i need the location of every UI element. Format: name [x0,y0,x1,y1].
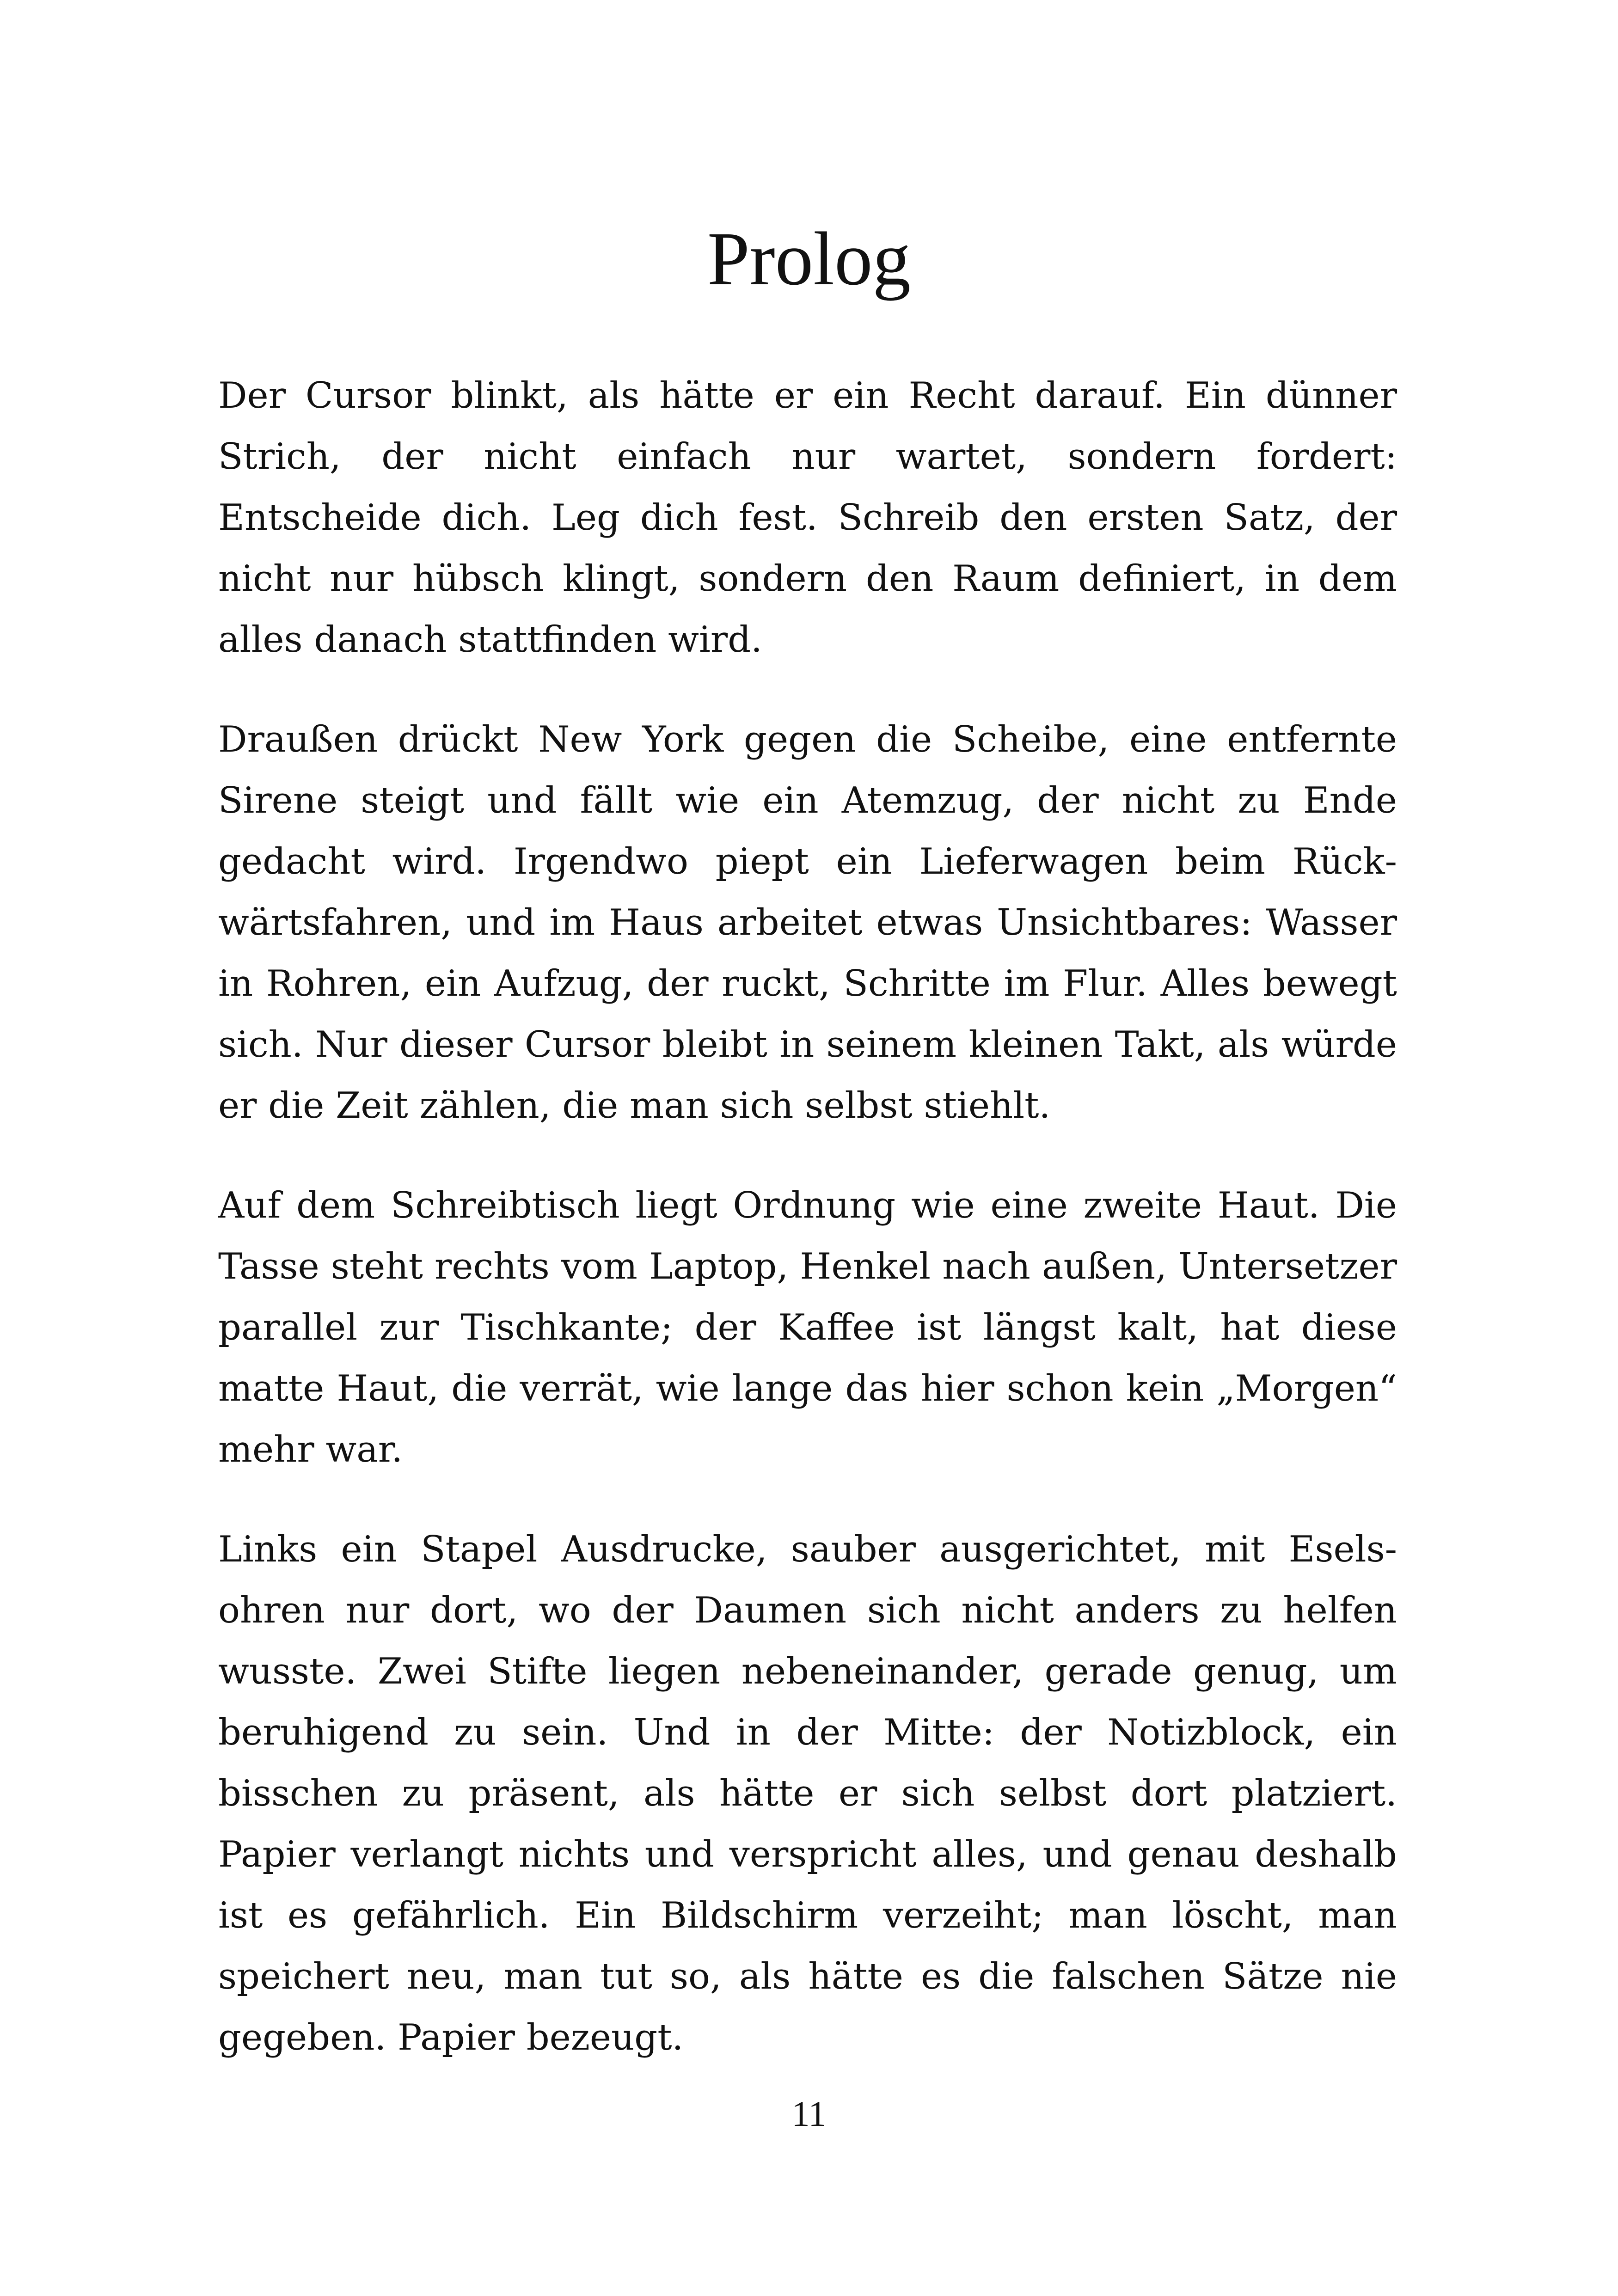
paragraph: Auf dem Schreibtisch liegt Ordnung wie eine zweite Haut. Die Tasse steht rechts vom Laptop, Henkel nach außen, Untersetzer parallel zur Tischkante; der Kaffee ist längst kalt, hat diese matte Haut, die verrät, wie lange das hier schon kein „Morgen“ mehr war. [218,1185,1397,1470]
page-number: 11 [791,2094,827,2134]
paragraph: Links ein Stapel Ausdrucke, sauber ausgerichtet, mit Eselsohren nur dort, wo der Daumen sich nicht anders zu helfen wusste. Zwei Stifte liegen nebeneinander, gerade genug, um beruhigend zu sein. Und in der Mitte: der Notizblock, ein bisschen zu präsent, als hätte er sich selbst dort platziert. Papier verlangt nichts und verspricht alles, und genau deshalb ist es gefährlich. Ein Bildschirm verzeiht; man löscht, man speichert neu, man tut so, als hätte es die falschen Sätze nie gegeben. Papier bezeugt. [218,1529,1397,2058]
chapter-body [218,365,1397,2107]
paragraph: Draußen drückt New York gegen die Scheibe, eine entfernte Sirene steigt und fällt wie ein Atemzug, der nicht zu Ende gedacht wird. Irgendwo piept ein Lieferwagen beim Rückwärtsfahren, und im Haus arbeitet etwas Unsichtbares: Wasser in Rohren, ein Aufzug, der ruckt, Schritte im Flur. Alles bewegt sich. Nur dieser Cursor bleibt in seinem kleinen Takt, als würde er die Zeit zählen, die man sich selbst stiehlt. [218,719,1397,1127]
paragraph: Der Cursor blinkt, als hätte er ein Recht darauf. Ein dünner Strich, der nicht einfach nur wartet, sondern fordert: Entscheide dich. Leg dich fest. Schreib den ersten Satz, der nicht nur hübsch klingt, sondern den Raum definiert, in dem alles danach stattfinden wird. [218,375,1397,661]
chapter-title: Prolog [707,216,911,301]
